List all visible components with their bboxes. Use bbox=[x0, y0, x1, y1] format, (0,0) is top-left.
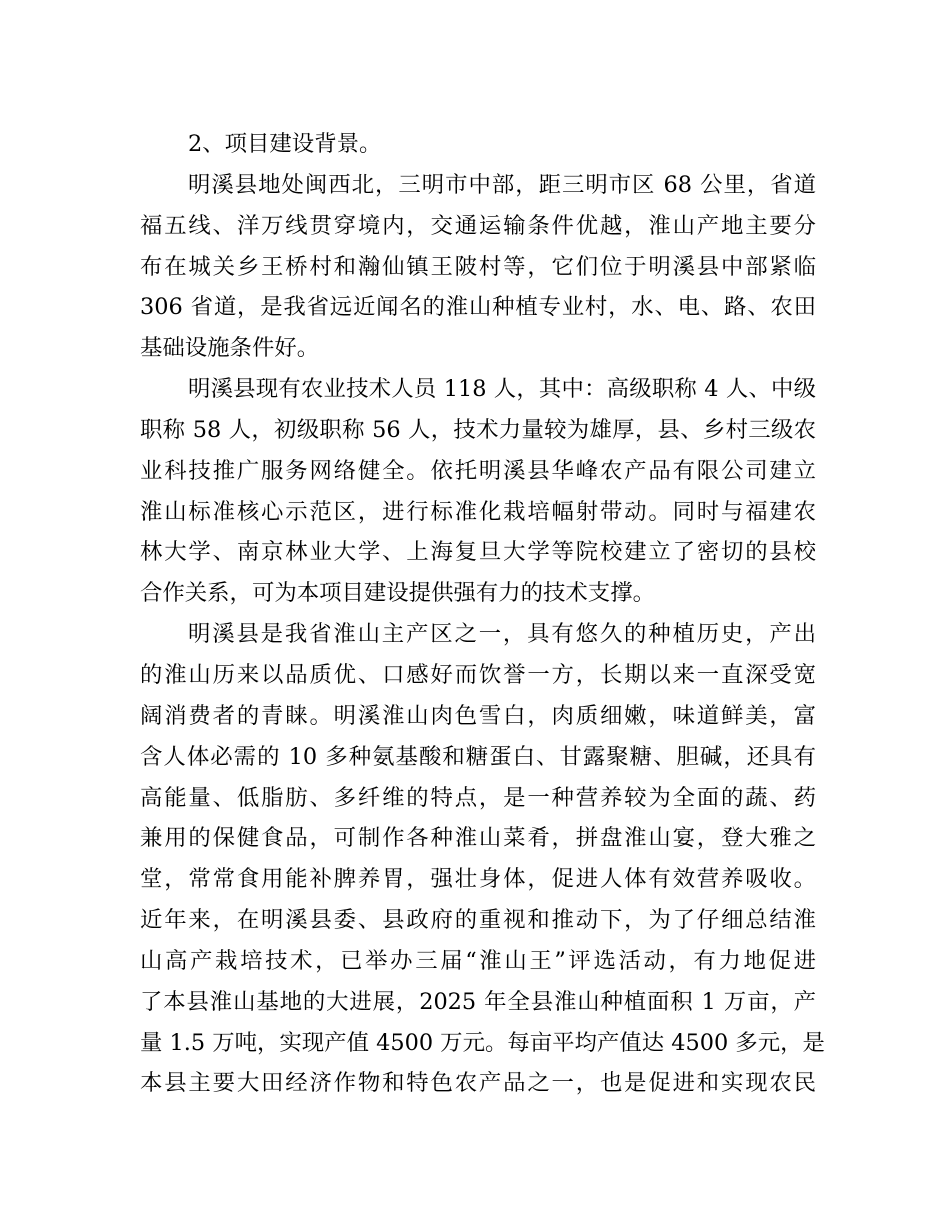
paragraph-3-line-7: 堂，常常食用能补脾养胃，强壮身体，促进人体有效营养吸收。 bbox=[140, 866, 816, 893]
section-heading: 2、项目建设背景。 bbox=[188, 131, 382, 157]
paragraph-1-line-2: 福五线、洋万线贯穿境内，交通运输条件优越，淮山产地主要分 bbox=[140, 212, 816, 239]
paragraph-2-line-2: 职称 58 人，初级职称 56 人，技术力量较为雄厚，县、乡村三级农 bbox=[140, 416, 816, 443]
paragraph-2-line-6: 合作关系，可为本项目建设提供强有力的技术支撑。 bbox=[140, 580, 655, 607]
paragraph-3-line-1: 明溪县是我省淮山主产区之一，具有悠久的种植历史，产出 bbox=[188, 621, 816, 648]
paragraph-3-line-9: 山高产栽培技术，已举办三届“淮山王”评选活动，有力地促进 bbox=[140, 947, 816, 974]
paragraph-3-line-11: 量 1.5 万吨，实现产值 4500 万元。每亩平均产值达 4500 多元，是 bbox=[140, 1029, 825, 1056]
paragraph-1-line-1: 明溪县地处闽西北，三明市中部，距三明市区 68 公里，省道 bbox=[188, 171, 816, 198]
paragraph-3-line-3: 阔消费者的青睐。明溪淮山肉色雪白，肉质细嫩，味道鲜美，富 bbox=[140, 702, 816, 729]
paragraph-3-line-10: 了本县淮山基地的大进展，2025 年全县淮山种植面积 1 万亩，产 bbox=[140, 988, 816, 1015]
paragraph-2-line-4: 淮山标准核心示范区，进行标准化栽培幅射带动。同时与福建农 bbox=[140, 498, 816, 525]
paragraph-3-line-8: 近年来，在明溪县委、县政府的重视和推动下，为了仔细总结淮 bbox=[140, 907, 816, 934]
paragraph-2-line-3: 业科技推广服务网络健全。依托明溪县华峰农产品有限公司建立 bbox=[140, 457, 816, 484]
paragraph-3-line-12: 本县主要大田经济作物和特色农产品之一，也是促进和实现农民 bbox=[140, 1070, 816, 1097]
paragraph-3-line-2: 的淮山历来以品质优、口感好而饮誉一方，长期以来一直深受宽 bbox=[140, 661, 816, 688]
document-body bbox=[140, 124, 825, 1104]
paragraph-1-line-3: 布在城关乡王桥村和瀚仙镇王陂村等，它们位于明溪县中部紧临 bbox=[140, 253, 816, 280]
paragraph-3-line-6: 兼用的保健食品，可制作各种淮山菜肴，拼盘淮山宴，登大雅之 bbox=[140, 825, 816, 852]
paragraph-2-line-1: 明溪县现有农业技术人员 118 人，其中：高级职称 4 人、中级 bbox=[188, 376, 816, 403]
paragraph-3-line-4: 含人体必需的 10 多种氨基酸和糖蛋白、甘露聚糖、胆碱，还具有 bbox=[140, 743, 816, 770]
paragraph-2-line-5: 林大学、南京林业大学、上海复旦大学等院校建立了密切的县校 bbox=[140, 539, 816, 566]
paragraph-3-line-5: 高能量、低脂肪、多纤维的特点，是一种营养较为全面的蔬、药 bbox=[140, 784, 816, 811]
paragraph-1-line-4: 306 省道，是我省远近闻名的淮山种植专业村，水、电、路、农田 bbox=[140, 294, 816, 321]
paragraph-1-line-5: 基础设施条件好。 bbox=[140, 335, 320, 362]
